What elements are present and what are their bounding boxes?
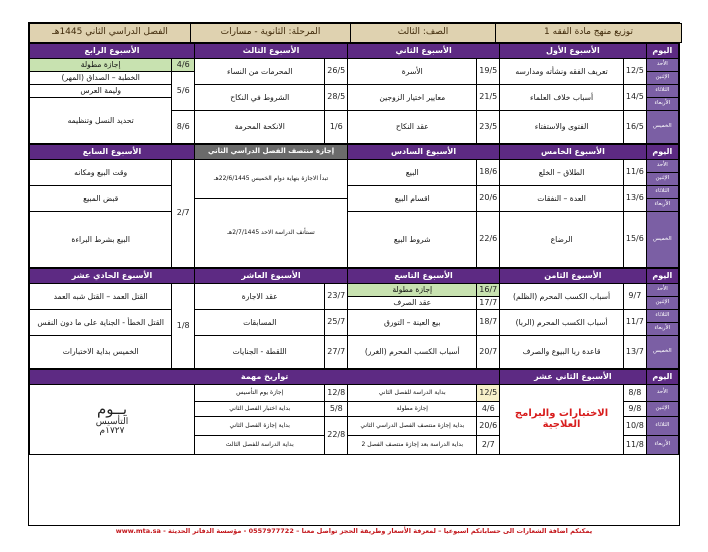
important-item: بداية إجازة منتصف الفصل الدراسي الثاني — [348, 417, 477, 436]
day-tue: الثلاثاء — [646, 417, 678, 436]
lesson: بيع العينة – التورق — [348, 310, 477, 336]
break-start-note: تبدأ الاجازة بنهاية دوام الخميس 22/6/1445هـ — [195, 160, 348, 199]
date: 27/7 — [325, 336, 348, 369]
logo-line3: ١٧٢٧م — [99, 426, 125, 437]
week8-label: الأسبوع الثامن — [500, 269, 647, 284]
lesson: شروط البيع — [348, 212, 477, 268]
lesson: الخميس بداية الاختبارات — [30, 336, 172, 369]
date: 23/7 — [325, 284, 348, 310]
lesson: الشروط في النكاح — [195, 85, 325, 111]
day-tue: الثلاثاء — [646, 85, 678, 98]
lesson: البيع بشرط البراءة — [30, 212, 172, 268]
date: 20/7 — [477, 336, 500, 369]
lesson: عقد الاجارة — [195, 284, 325, 310]
day-sun: الأحد — [646, 59, 678, 72]
date: 11/7 — [624, 310, 647, 336]
date: 21/5 — [477, 85, 500, 111]
day-sun: الأحد — [646, 160, 678, 173]
exams-note: الاختبارات والبرامج العلاجية — [500, 385, 624, 455]
section-4 — [29, 369, 679, 455]
day-header: اليوم — [646, 145, 678, 160]
important-item: بداية الدراسة للفصل الثالث — [195, 436, 325, 455]
day-thu: الخميس — [646, 111, 678, 144]
day-wed: الأربعاء — [646, 436, 678, 455]
curriculum-sheet — [28, 22, 680, 526]
lesson: أسباب خلاف العلماء — [500, 85, 624, 111]
date: 19/5 — [477, 59, 500, 85]
lesson-holiday: إجازة مطولة — [348, 284, 477, 297]
lesson: اقسام البيع — [348, 186, 477, 212]
day-mon: الإثنين — [646, 173, 678, 186]
lesson: تعريف الفقه ونشأته ومدارسه — [500, 59, 624, 85]
day-mon: الإثنين — [646, 297, 678, 310]
day-header: اليوم — [646, 269, 678, 284]
footer-note[interactable]: يمكنكم اضافة الشعارات الى حساباتكم اسبوعيا – لمعرفة الأسعار وطريقة الحجز تواصل معنا – 0557977722 - مؤسسة الدفاتر الحديثة - www.mta.sa — [115, 527, 593, 535]
lesson: الرضاع — [500, 212, 624, 268]
date: 17/7 — [477, 297, 500, 310]
section-3 — [29, 268, 679, 369]
important-item: بداية إجازة الفصل الثاني — [195, 417, 325, 436]
week7-label: الأسبوع السابع — [30, 145, 195, 160]
date: 16/7 — [477, 284, 500, 297]
lesson: عقد الصرف — [348, 297, 477, 310]
date: 9/8 — [624, 402, 647, 417]
lesson: عقد النكاح — [348, 111, 477, 144]
date: 13/7 — [624, 336, 647, 369]
date: 15/6 — [624, 212, 647, 268]
date: 28/5 — [325, 85, 348, 111]
date: 23/5 — [477, 111, 500, 144]
day-tue: الثلاثاء — [646, 186, 678, 199]
logo-line1: يــوم — [97, 400, 128, 419]
important-dates-label: تواريخ مهمة — [30, 370, 500, 385]
date: 20/6 — [477, 186, 500, 212]
lesson: وليمة العرس — [30, 85, 172, 98]
lesson: العدة – النفقات — [500, 186, 624, 212]
lesson-holiday: إجازة مطولة — [30, 59, 172, 72]
lesson: تحديد النسل وتنظيمه — [30, 98, 172, 144]
date: 1/8 — [172, 284, 195, 369]
date: 22/6 — [477, 212, 500, 268]
lesson: الطلاق – الخلع — [500, 160, 624, 186]
date: 10/8 — [624, 417, 647, 436]
grade-label: الصف: الثالث — [351, 24, 496, 43]
midterm-break-label: إجازة منتصف الفصل الدراسي الثاني — [195, 145, 348, 160]
date: 18/7 — [477, 310, 500, 336]
lesson: قاعدة ربا البيوع والصرف — [500, 336, 624, 369]
date: 1/6 — [325, 111, 348, 144]
lesson: القتل الخطأ - الجناية على ما دون النفس — [30, 310, 172, 336]
date: 13/6 — [624, 186, 647, 212]
date: 8/8 — [624, 385, 647, 402]
day-mon: الإثنين — [646, 72, 678, 85]
date: 4/6 — [477, 402, 500, 417]
lesson: البيع — [348, 160, 477, 186]
date: 12/8 — [325, 385, 348, 402]
day-header: اليوم — [646, 44, 678, 59]
important-item: بداية الدراسة للفصل الثاني — [348, 385, 477, 402]
header-row — [29, 23, 682, 43]
day-wed: الأربعاء — [646, 199, 678, 212]
section-2 — [29, 144, 679, 268]
lesson: القتل العمد – القتل شبه العمد — [30, 284, 172, 310]
day-sun: الأحد — [646, 385, 678, 402]
date: 18/6 — [477, 160, 500, 186]
lesson: معايير اختيار الزوجين — [348, 85, 477, 111]
date: 12/5 — [624, 59, 647, 85]
important-item: إجازة مطولة — [348, 402, 477, 417]
date: 11/8 — [624, 436, 647, 455]
lesson: الانكحة المحرمة — [195, 111, 325, 144]
week12-label: الأسبوع الثاني عشر — [500, 370, 647, 385]
important-item: إجازة يوم التأسيس — [195, 385, 325, 402]
day-thu: الخميس — [646, 212, 678, 268]
date: 2/7 — [172, 160, 195, 268]
week11-label: الأسبوع الحادي عشر — [30, 269, 195, 284]
week1-label: الأسبوع الأول — [500, 44, 647, 59]
lesson: وقت البيع ومكانه — [30, 160, 172, 186]
lesson: الأسرة — [348, 59, 477, 85]
week9-label: الأسبوع التاسع — [348, 269, 500, 284]
date: 20/6 — [477, 417, 500, 436]
date: 26/5 — [325, 59, 348, 85]
day-header: اليوم — [646, 370, 678, 385]
semester-label: الفصل الدراسي الثاني 1445هـ — [30, 24, 191, 43]
lesson: الفتوى والاستفتاء — [500, 111, 624, 144]
stage-label: المرحلة: الثانوية - مسارات — [191, 24, 351, 43]
date: 9/7 — [624, 284, 647, 310]
day-sun: الأحد — [646, 284, 678, 297]
break-end-note: تستأنف الدراسة الاحد 2/7/1445هـ — [195, 199, 348, 268]
day-thu: الخميس — [646, 336, 678, 369]
lesson: اللقطة - الجنايات — [195, 336, 325, 369]
date: 11/6 — [624, 160, 647, 186]
sheet-title: توزيع منهج مادة الفقه 1 — [496, 24, 682, 43]
date: 4/6 — [172, 59, 195, 72]
important-item: بداية الدراسة بعد إجازة منتصف الفصل 2 — [348, 436, 477, 455]
date: 25/7 — [325, 310, 348, 336]
lesson: الخطبة – الصداق (المهر) — [30, 72, 172, 85]
date: 14/5 — [624, 85, 647, 111]
founding-day-logo — [30, 385, 195, 455]
date: 5/8 — [325, 402, 348, 417]
day-tue: الثلاثاء — [646, 310, 678, 323]
lesson: قبض المبيع — [30, 186, 172, 212]
date: 22/8 — [325, 417, 348, 455]
logo-line2: التأسيس — [95, 416, 129, 427]
date: 12/5 — [477, 385, 500, 402]
date: 5/6 — [172, 72, 195, 111]
week6-label: الأسبوع السادس — [348, 145, 500, 160]
important-item: بداية اختبار الفصل الثاني — [195, 402, 325, 417]
date: 2/7 — [477, 436, 500, 455]
lesson: أسباب الكسب المحرم (الغرر) — [348, 336, 477, 369]
day-mon: الإثنين — [646, 402, 678, 417]
day-wed: الأربعاء — [646, 323, 678, 336]
date: 8/6 — [172, 111, 195, 144]
lesson: المحرمات من النساء — [195, 59, 325, 85]
week4-label: الأسبوع الرابع — [30, 44, 195, 59]
week5-label: الأسبوع الخامس — [500, 145, 647, 160]
week10-label: الأسبوع العاشر — [195, 269, 348, 284]
week3-label: الأسبوع الثالث — [195, 44, 348, 59]
lesson: المسابقات — [195, 310, 325, 336]
date: 16/5 — [624, 111, 647, 144]
section-1 — [29, 43, 679, 144]
lesson: أسباب الكسب المحرم (الظلم) — [500, 284, 624, 310]
week2-label: الأسبوع الثاني — [348, 44, 500, 59]
day-wed: الأربعاء — [646, 98, 678, 111]
lesson: أسباب الكسب المحرم (الربا) — [500, 310, 624, 336]
